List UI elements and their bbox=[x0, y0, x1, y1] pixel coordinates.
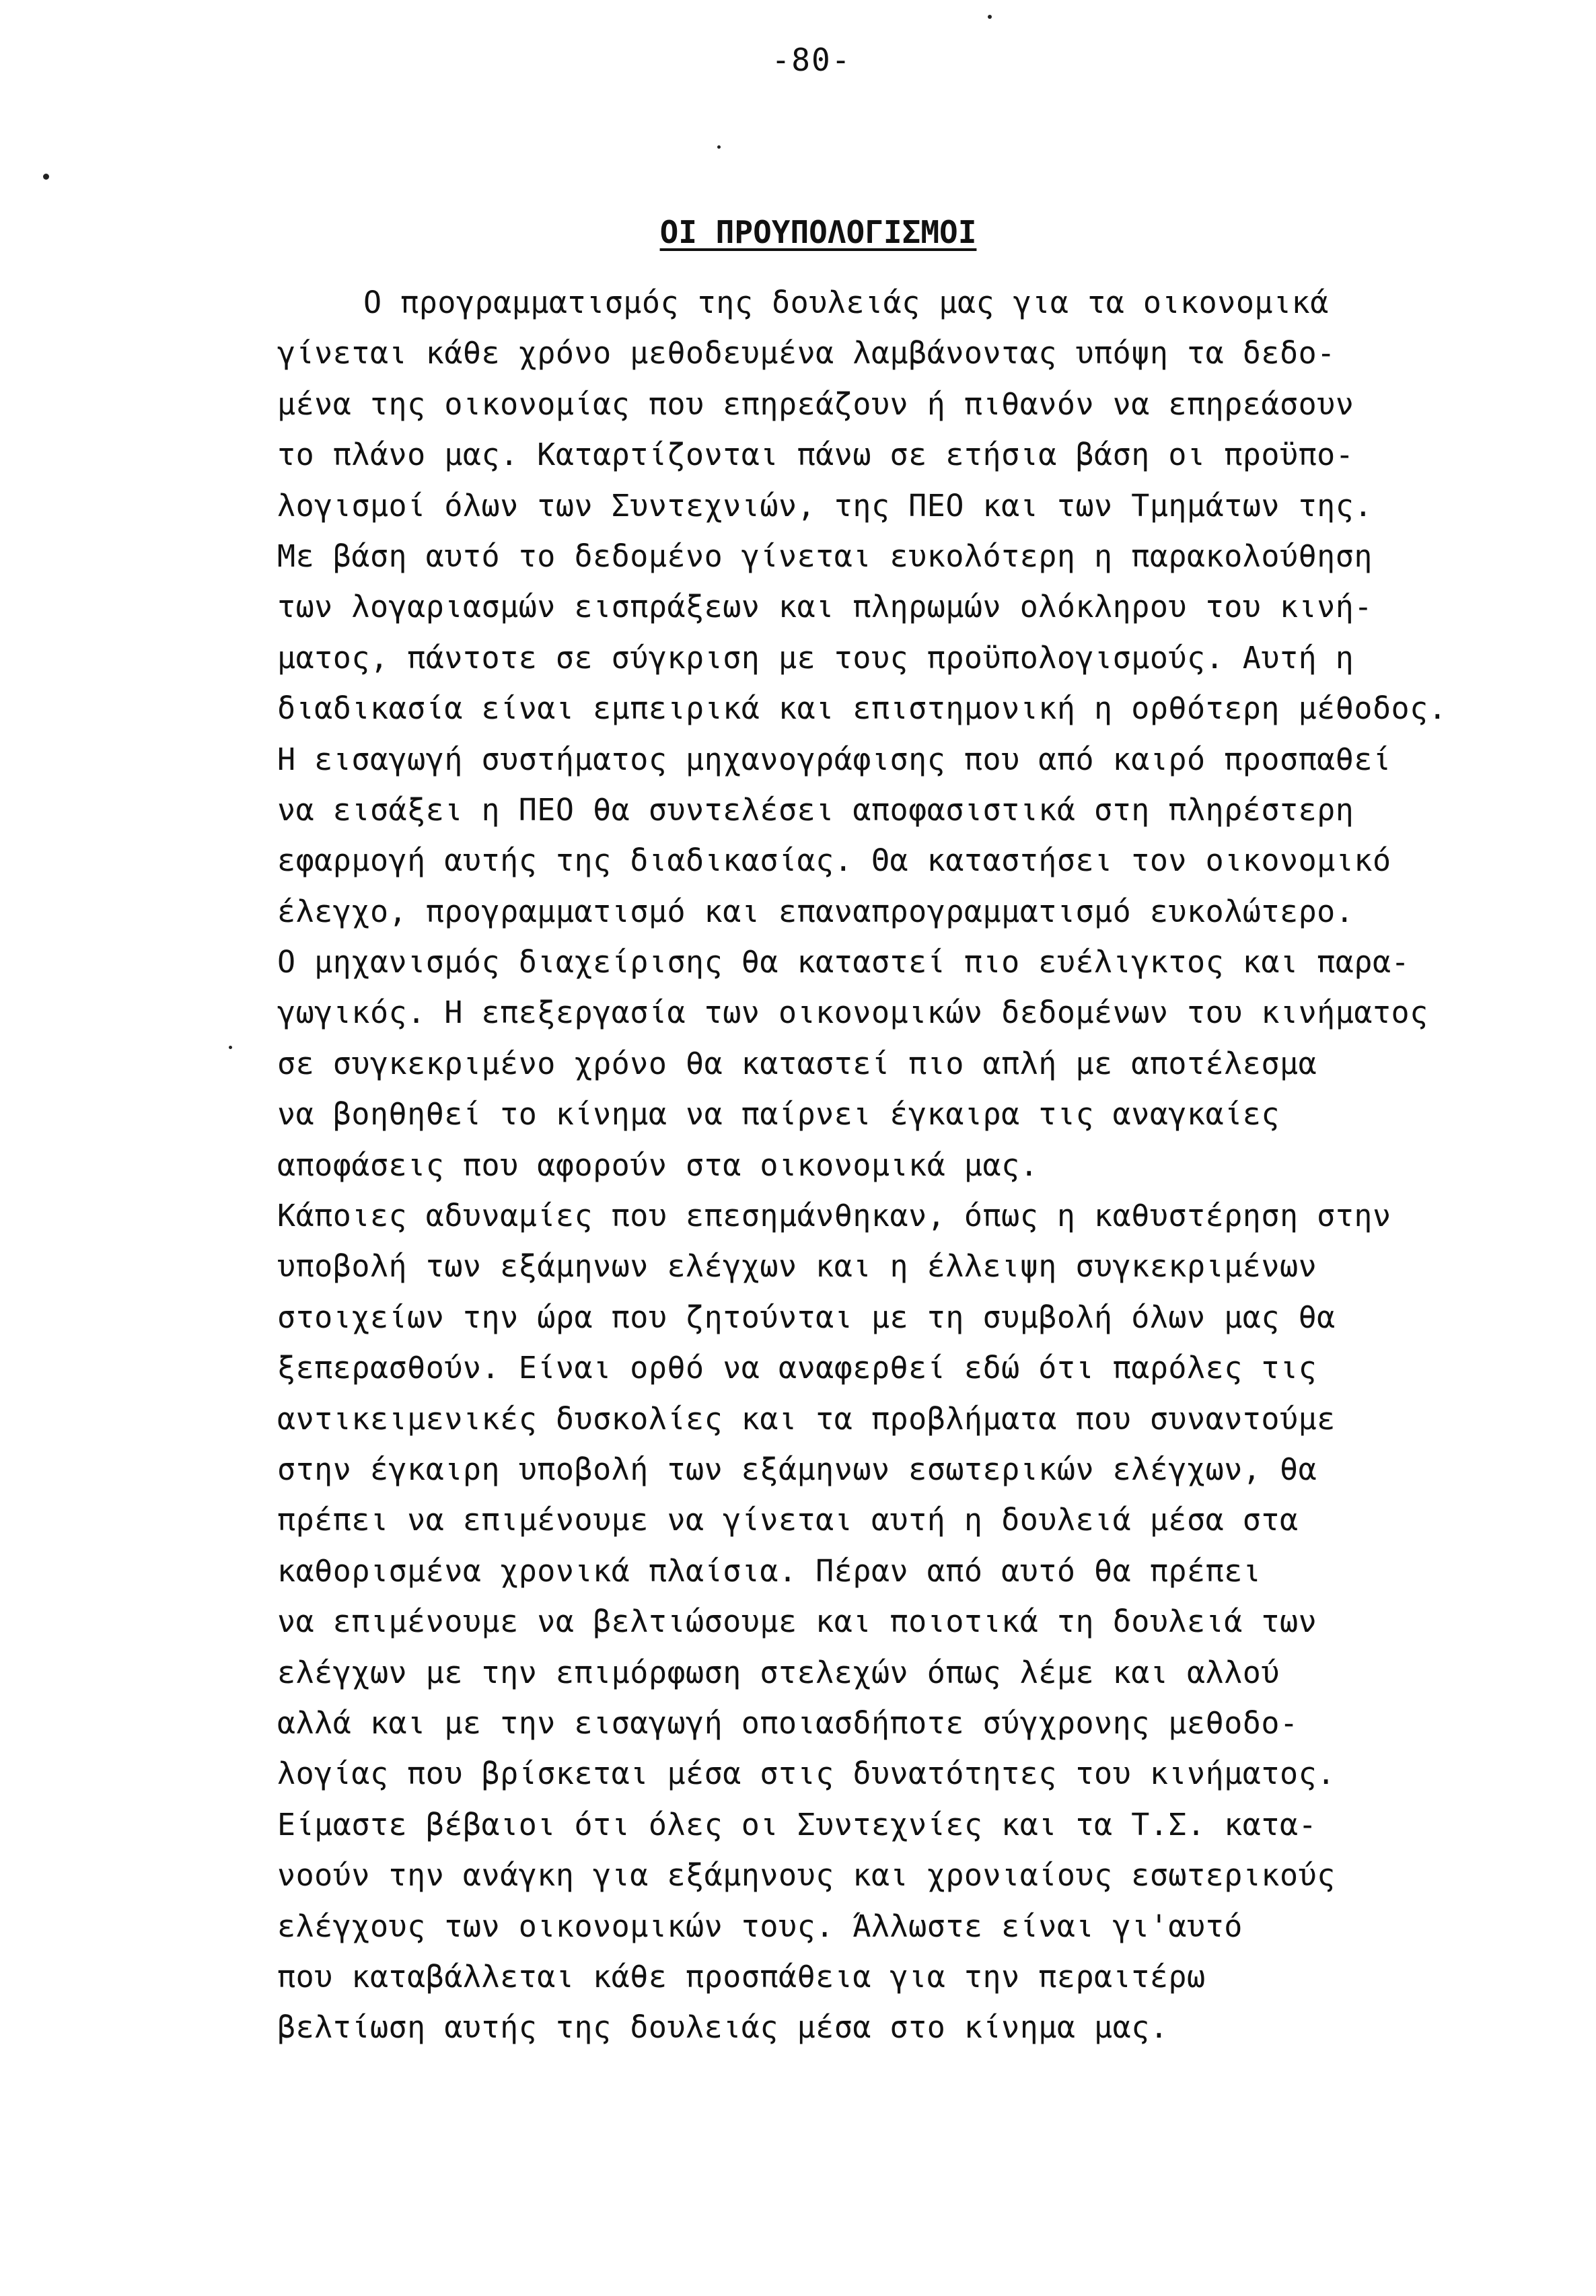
text-line: ελέγχους των οικονομικών τους. Άλλωστε είναι γι'αυτό bbox=[277, 1908, 1243, 1944]
text-line: στοιχείων την ώρα που ζητούνται με τη συμβολή όλων μας θα bbox=[277, 1299, 1336, 1335]
text-line: έλεγχο, προγραμματισμό και επαναπρογραμματισμό ευκολώτερο. bbox=[277, 893, 1354, 929]
text-line: των λογαριασμών εισπράξεων και πληρωμών ολόκληρου του κινή- bbox=[277, 589, 1373, 625]
text-line: Με βάση αυτό το δεδομένο γίνεται ευκολότερη η παρακολούθηση bbox=[277, 538, 1373, 574]
text-line: γωγικός. Η επεξεργασία των οικονομικών δεδομένων του κινήματος bbox=[277, 995, 1428, 1031]
text-line: αποφάσεις που αφορούν στα οικονομικά μας. bbox=[277, 1147, 1039, 1183]
text-line: να βοηθηθεί το κίνημα να παίρνει έγκαιρα τις αναγκαίες bbox=[277, 1096, 1280, 1133]
text-line: στην έγκαιρη υποβολή των εξάμηνων εσωτερικών ελέγχων, θα bbox=[277, 1451, 1317, 1487]
text-line: Ο μηχανισμός διαχείρισης θα καταστεί πιο ευέλιγκτος και παρα- bbox=[277, 944, 1410, 980]
text-line: λογίας που βρίσκεται μέσα στις δυνατότητες του κινήματος. bbox=[277, 1756, 1336, 1792]
text-line: γίνεται κάθε χρόνο μεθοδευμένα λαμβάνοντας υπόψη τα δεδο- bbox=[277, 335, 1336, 371]
text-line: καθορισμένα χρονικά πλαίσια. Πέραν από αυτό θα πρέπει bbox=[277, 1552, 1262, 1589]
text-line: νοούν την ανάγκη για εξάμηνους και χρονιαίους εσωτερικούς bbox=[277, 1857, 1336, 1894]
text-line: ξεπερασθούν. Είναι ορθό να αναφερθεί εδώ ότι παρόλες τις bbox=[277, 1350, 1317, 1386]
text-line: εφαρμογή αυτής της διαδικασίας. Θα καταστήσει τον οικονομικό bbox=[277, 842, 1391, 879]
text-line: λογισμοί όλων των Συντεχνιών, της ΠΕΟ και των Τμημάτων της. bbox=[277, 487, 1373, 524]
text-line: αντικειμενικές δυσκολίες και τα προβλήματα που συναντούμε bbox=[277, 1400, 1336, 1437]
scan-speck bbox=[229, 1046, 232, 1049]
body-text bbox=[277, 277, 1556, 2053]
text-line: ματος, πάντοτε σε σύγκριση με τους προϋπολογισμούς. Αυτή η bbox=[277, 639, 1354, 676]
scan-speck bbox=[717, 145, 721, 149]
scan-speck bbox=[43, 174, 49, 180]
text-line: Η εισαγωγή συστήματος μηχανογράφισης που από καιρό προσπαθεί bbox=[277, 741, 1391, 777]
text-line: πρέπει να επιμένουμε να γίνεται αυτή η δουλειά μέσα στα bbox=[277, 1502, 1299, 1538]
text-line: το πλάνο μας. Καταρτίζονται πάνω σε ετήσια βάση οι προϋπο- bbox=[277, 437, 1354, 473]
text-line: Κάποιες αδυναμίες που επεσημάνθηκαν, όπως η καθυστέρηση στην bbox=[277, 1198, 1391, 1234]
section-title: ΟΙ ΠΡΟΥΠΟΛΟΓΙΣΜΟΙ bbox=[659, 214, 977, 250]
text-line: αλλά και με την εισαγωγή οποιασδήποτε σύγχρονης μεθοδο- bbox=[277, 1705, 1299, 1741]
text-line: να εισάξει η ΠΕΟ θα συντελέσει αποφασιστικά στη πληρέστερη bbox=[277, 791, 1354, 828]
text-line: Ο προγραμματισμός της δουλειάς μας για τα οικονομικά bbox=[363, 285, 1329, 320]
text-line: Είμαστε βέβαιοι ότι όλες οι Συντεχνίες και τα Τ.Σ. κατα- bbox=[277, 1806, 1317, 1842]
text-line: που καταβάλλεται κάθε προσπάθεια για την περαιτέρω bbox=[277, 1958, 1206, 1995]
text-line: διαδικασία είναι εμπειρικά και επιστημονική η ορθότερη μέθοδος. bbox=[277, 690, 1447, 727]
text-line: βελτίωση αυτής της δουλειάς μέσα στο κίνημα μας. bbox=[277, 2009, 1169, 2046]
text-line: σε συγκεκριμένο χρόνο θα καταστεί πιο απλή με αποτέλεσμα bbox=[277, 1045, 1317, 1081]
text-line: ελέγχων με την επιμόρφωση στελεχών όπως λέμε και αλλού bbox=[277, 1654, 1280, 1690]
scan-speck bbox=[988, 15, 992, 19]
text-line: να επιμένουμε να βελτιώσουμε και ποιοτικά τη δουλειά των bbox=[277, 1604, 1317, 1640]
text-line: υποβολή των εξάμηνων ελέγχων και η έλλειψη συγκεκριμένων bbox=[277, 1248, 1317, 1285]
page-number: -80- bbox=[771, 42, 852, 78]
text-line: μένα της οικονομίας που επηρεάζουν ή πιθανόν να επηρεάσουν bbox=[277, 386, 1354, 422]
